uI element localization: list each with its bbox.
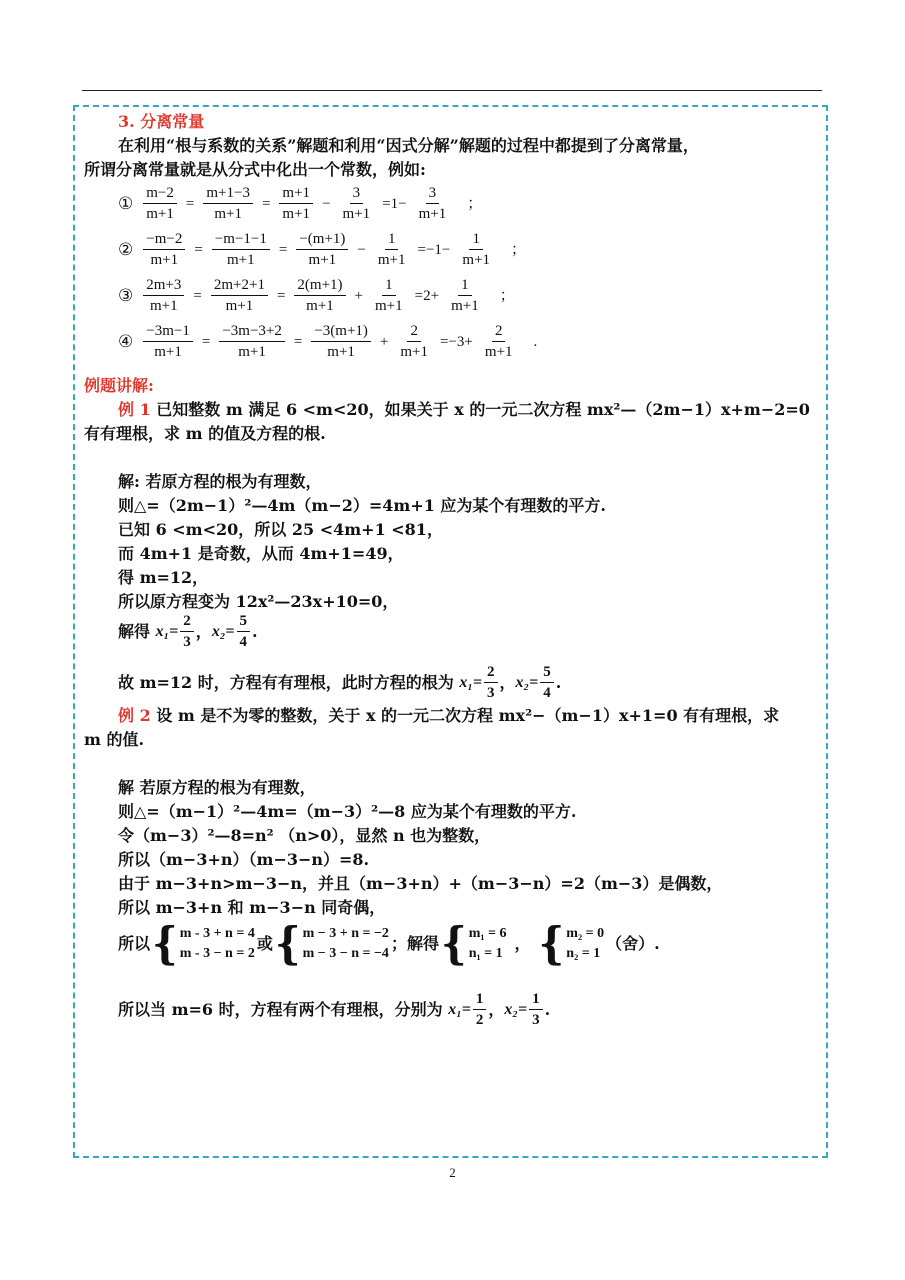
example1-solution-5: 所以原方程变为 12x²—23x+10=0， [118, 592, 399, 611]
intro-line-2: 所谓分离常量就是从分式中化出一个常数，例如: [84, 160, 426, 179]
operator: − [322, 195, 331, 212]
x1-denominator: 2 [475, 1012, 484, 1028]
example2-solution-2: 令（m−3）²—8=n² （n>0），显然 n 也为整数， [118, 826, 491, 845]
x2-denominator: 4 [543, 685, 551, 701]
example2-solution-3: 所以（m−3+n）（m−3−n）=8. [118, 850, 370, 869]
denominator: m+1 [227, 252, 255, 268]
identity-row [118, 184, 482, 223]
header-rule [82, 90, 822, 91]
system-3 [440, 917, 507, 970]
example1-statement-line2: 有有理根，求 m 的值及方程的根. [84, 424, 326, 443]
page-number: 2 [449, 1165, 456, 1180]
fraction [143, 322, 193, 361]
fraction [372, 276, 406, 315]
example1-roots [118, 612, 258, 651]
fraction [212, 230, 270, 269]
identity-end: ； [467, 195, 483, 212]
fraction [143, 230, 185, 269]
example1-solution-4: 得 m=12， [118, 568, 209, 587]
system-4-line-2: n₂ = 1 [566, 946, 601, 961]
separator: ， [499, 672, 516, 692]
numerator: 3 [426, 184, 440, 204]
system-3-line-2: n₁ = 1 [468, 946, 503, 961]
denominator: m+1 [451, 298, 479, 314]
denominator: m+1 [308, 252, 337, 268]
operator: = [194, 241, 203, 258]
numerator: 2m+2+1 [211, 276, 268, 296]
numerator: −m−1−1 [212, 230, 270, 250]
numerator: m+1 [279, 184, 313, 204]
numerator: −(m+1) [296, 230, 348, 250]
x2-label: x₂= [504, 1000, 528, 1018]
example2-statement-line1 [118, 704, 779, 728]
example2-solution-1: 则△=（m−1）²—4m=（m−3）²—8 应为某个有理数的平方. [118, 802, 577, 821]
system-3-line-1: m₁ = 6 [468, 926, 507, 941]
denominator: m+1 [150, 298, 178, 314]
system-2-line-2: m − 3 − n = −4 [302, 946, 389, 961]
operator: =−1− [417, 241, 451, 258]
x1-numerator: 2 [484, 663, 498, 683]
separator: ， [488, 999, 505, 1019]
system-1 [152, 917, 255, 970]
separator: ， [195, 621, 212, 641]
operator: = [185, 195, 195, 212]
denominator: m+1 [462, 252, 491, 268]
example2-solution-4: 由于 m−3+n>m−3−n，并且（m−3+n）+（m−3−n）=2（m−3）是偶数， [118, 874, 723, 893]
system-1-line-1: m - 3 + n = 4 [179, 926, 255, 941]
x1-numerator: 1 [473, 990, 487, 1010]
x2-fraction [540, 663, 554, 702]
fraction [211, 276, 268, 315]
denominator: m+1 [214, 206, 242, 222]
denominator: m+1 [400, 344, 429, 360]
denominator: m+1 [225, 298, 254, 314]
operator: + [354, 287, 364, 304]
numerator: 2(m+1) [294, 276, 345, 296]
denominator: m+1 [238, 344, 266, 360]
system-1-line-2: m - 3 − n = 2 [179, 946, 255, 961]
denominator: m+1 [150, 252, 179, 268]
x1-denominator: 3 [183, 634, 191, 650]
numerator: 1 [382, 276, 396, 296]
example1-label: 例 1 [118, 400, 151, 419]
numerator: m+1−3 [203, 184, 253, 204]
reject-note: （舍）. [606, 934, 660, 953]
operator: = [261, 195, 271, 212]
x1-label: x₁= [459, 673, 483, 691]
example2-systems: 所以 { m - 3 + n = 4 m - 3 − n = 2 或 { m − 3 + n = −2 m − 3 − n = −4 ；解得 { m₁ = 6 n₁ = 1 ， { m₂ = 0 n₂ = 1 （舍）. [118, 917, 660, 970]
operator: + [379, 333, 389, 350]
identity-row [118, 322, 537, 361]
fraction [279, 184, 313, 223]
example1-statement-line1 [118, 398, 810, 422]
x1-numerator: 2 [180, 612, 194, 632]
or-word: 或 [256, 934, 273, 953]
x1-fraction [473, 990, 487, 1029]
identity-marker: ④ [118, 331, 134, 352]
x1-label: x₁= [448, 1000, 471, 1018]
x2-numerator: 1 [529, 990, 543, 1010]
example1-solution-0: 解: 若原方程的根为有理数， [118, 472, 322, 491]
intro-line-1: 在利用“根与系数的关系”解题和利用“因式分解”解题的过程中都提到了分离常量， [118, 136, 699, 155]
denominator: m+1 [306, 298, 334, 314]
examples-heading: 例题讲解: [84, 376, 154, 395]
roots-prefix: 解得 [118, 621, 151, 641]
identity-marker: ② [118, 239, 134, 260]
fraction [143, 184, 177, 223]
solve-word: ；解得 [390, 934, 439, 953]
operator: =2+ [414, 287, 440, 304]
conclusion-text: 故 m=12 时，方程有有理根，此时方程的根为 [118, 672, 454, 692]
numerator: 2 [407, 322, 421, 342]
identity-end: . [533, 333, 538, 350]
denominator: m+1 [282, 206, 311, 222]
example2-statement-line2: m 的值. [84, 730, 145, 749]
fraction [203, 184, 253, 223]
numerator: 2m+3 [143, 276, 184, 296]
fraction [294, 276, 345, 315]
fraction [375, 230, 409, 269]
numerator: m−2 [143, 184, 177, 204]
numerator: 1 [385, 230, 399, 250]
fraction [340, 184, 374, 223]
numerator: 2 [492, 322, 506, 342]
example2-conclusion [118, 990, 550, 1029]
numerator: −3(m+1) [311, 322, 371, 342]
fraction [482, 322, 516, 361]
denominator: m+1 [342, 206, 371, 222]
example2-label: 例 2 [118, 706, 151, 725]
systems-prefix: 所以 [118, 934, 151, 953]
brace-icon: { [274, 917, 301, 970]
brace-icon: { [440, 917, 467, 970]
example1-conclusion [118, 663, 561, 702]
example2-solution-5: 所以 m−3+n 和 m−3−n 同奇偶， [118, 898, 386, 917]
x1-label: x₁= [155, 622, 179, 640]
x2-denominator: 4 [239, 634, 248, 650]
system-4 [538, 917, 605, 970]
numerator: 1 [469, 230, 483, 250]
operator: =−3+ [440, 333, 473, 350]
identity-end: ； [499, 287, 515, 304]
x2-numerator: 5 [237, 612, 251, 632]
numerator: 3 [350, 184, 364, 204]
x1-denominator: 3 [487, 685, 495, 701]
denominator: m+1 [484, 344, 513, 360]
example1-solution-3: 而 4m+1 是奇数，从而 4m+1=49， [118, 544, 404, 563]
x2-label: x₂= [211, 622, 235, 640]
numerator: 1 [458, 276, 472, 296]
identity-end: ； [511, 241, 527, 258]
section-title: 3. 分离常量 [118, 112, 205, 131]
denominator: m+1 [375, 298, 403, 314]
identity-row [118, 230, 526, 269]
system-4-line-1: m₂ = 0 [566, 926, 605, 941]
system-2-line-1: m − 3 + n = −2 [302, 926, 389, 941]
example1-statement-text: 已知整数 m 满足 6 <m<20，如果关于 x 的一元二次方程 mx²—（2m−1）x+m−2=0 [156, 400, 810, 419]
x1-fraction [180, 612, 194, 651]
identity-marker: ③ [118, 285, 134, 306]
denominator: m+1 [418, 206, 447, 222]
conclusion-text: 所以当 m=6 时，方程有两个有理根，分别为 [118, 999, 443, 1019]
identity-row [118, 276, 515, 315]
end-mark: . [544, 999, 551, 1019]
x2-numerator: 5 [540, 663, 554, 683]
system-2 [274, 917, 389, 970]
numerator: −3m−3+2 [219, 322, 285, 342]
operator: = [201, 333, 211, 350]
example2-solution-0: 解 若原方程的根为有理数， [118, 778, 316, 797]
numerator: −3m−1 [143, 322, 193, 342]
x1-fraction [484, 663, 498, 702]
end-mark: . [555, 672, 562, 692]
denominator: m+1 [377, 252, 406, 268]
denominator: m+1 [327, 344, 355, 360]
numerator: −m−2 [143, 230, 185, 250]
identity-marker: ① [118, 193, 134, 214]
brace-icon: { [152, 917, 178, 970]
example1-solution-2: 已知 6 <m<20，所以 25 <4m+1 <81， [118, 520, 443, 539]
fraction [143, 276, 184, 315]
operator: = [293, 333, 303, 350]
x2-fraction [237, 612, 251, 651]
fraction [448, 276, 482, 315]
operator: =1− [382, 195, 407, 212]
operator: − [357, 241, 366, 258]
operator: = [193, 287, 202, 304]
fraction [219, 322, 285, 361]
x2-fraction [529, 990, 543, 1029]
fraction [296, 230, 348, 269]
example1-solution-1: 则△=（2m−1）²—4m（m−2）=4m+1 应为某个有理数的平方. [118, 496, 607, 515]
denominator: m+1 [154, 344, 182, 360]
operator: = [278, 241, 288, 258]
x2-denominator: 3 [532, 1012, 540, 1028]
x2-label: x₂= [515, 673, 539, 691]
fraction [397, 322, 431, 361]
fraction [311, 322, 371, 361]
denominator: m+1 [146, 206, 174, 222]
fraction [459, 230, 493, 269]
fraction [416, 184, 450, 223]
example2-statement-text: 设 m 是不为零的整数，关于 x 的一元二次方程 mx²−（m−1）x+1=0 有有理根，求 [156, 706, 780, 725]
operator: = [276, 287, 286, 304]
end-mark: . [252, 621, 258, 641]
brace-icon: { [538, 917, 565, 970]
